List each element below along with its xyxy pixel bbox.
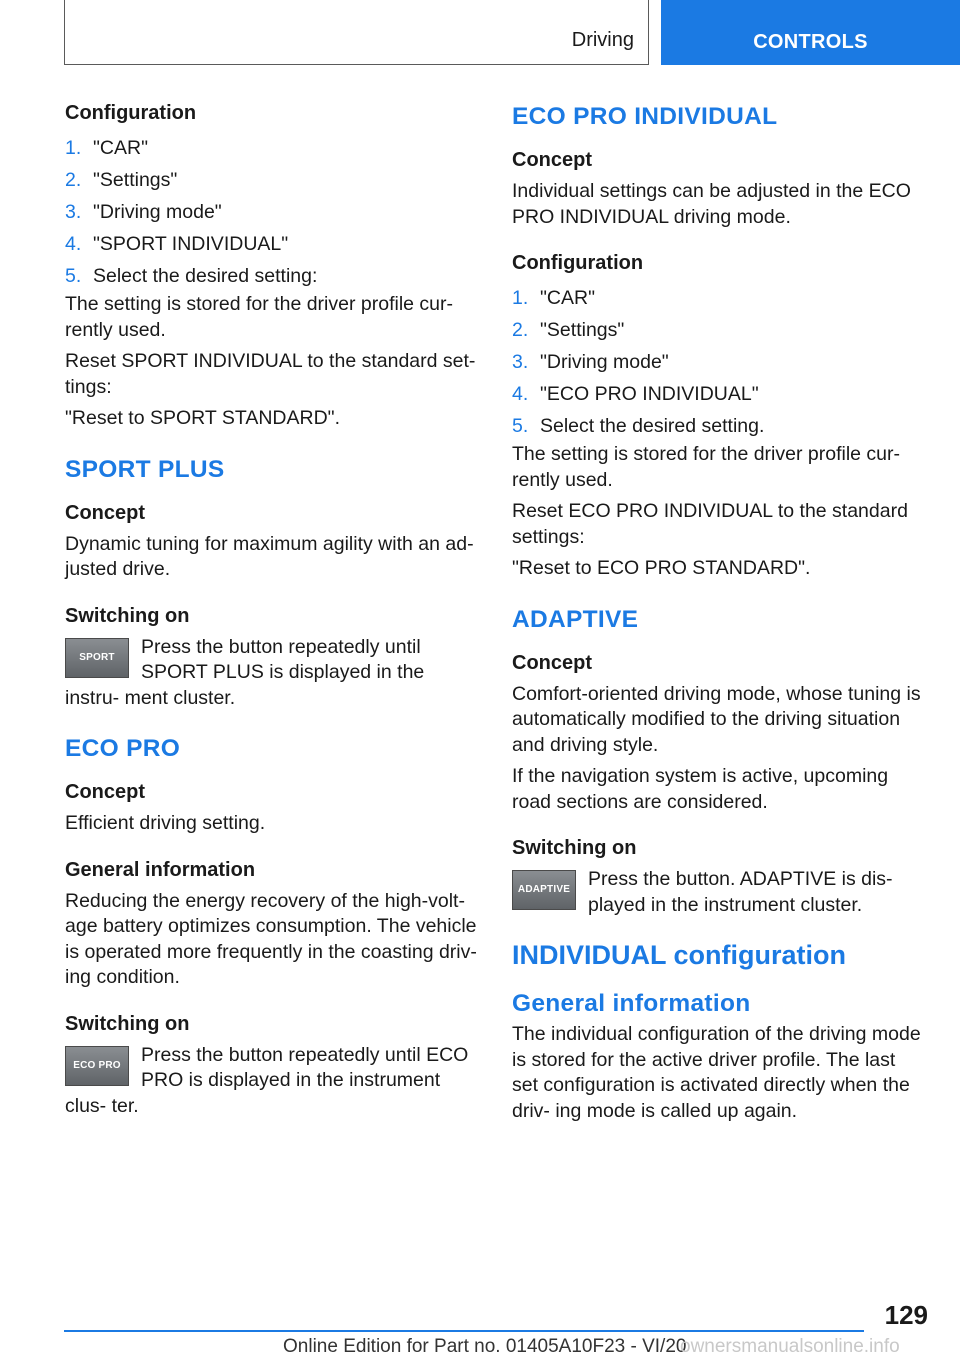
eco-ind-reset-text: Reset ECO PRO INDIVIDUAL to the standard settings:	[512, 500, 908, 548]
adaptive-switch-heading: Switching on	[512, 837, 637, 859]
right-column	[512, 100, 924, 1124]
adaptive-concept-text: Comfort-oriented driving mode, whose tuning is automatically modified to the driving situation and driving style.	[512, 682, 921, 756]
eco-pro-general-heading: General information	[65, 858, 256, 881]
sport-individual-steps	[65, 132, 477, 292]
list-item: 5. Select the desired setting:	[65, 265, 318, 287]
sport-plus-switch-text: Press the button repeatedly until SPORT PLUS is displayed in the instru‐ ment cluster.	[65, 635, 425, 709]
list-item: 5. Select the desired setting.	[512, 415, 765, 437]
list-item: 2. "Settings"	[65, 169, 178, 191]
individual-general-heading: General information	[512, 990, 751, 1017]
sport-plus-heading: SPORT PLUS	[65, 455, 225, 483]
eco-pro-button-icon: ECO PRO	[65, 1046, 129, 1086]
configuration-heading: Configuration	[65, 102, 197, 124]
header-section-box	[64, 0, 649, 65]
left-column	[65, 100, 477, 1119]
adaptive-switch-block	[512, 867, 924, 918]
eco-pro-switch-heading: Switching on	[65, 1012, 190, 1035]
eco-pro-switch-block	[65, 1043, 477, 1120]
adaptive-concept-heading: Concept	[512, 651, 592, 674]
adaptive-switch-text: Press the button. ADAPTIVE is dis‐ played in the instrument cluster.	[588, 868, 893, 916]
adaptive-nav-text: If the navigation system is active, upcoming road sections are considered.	[512, 765, 889, 813]
list-item: 1. "CAR"	[512, 287, 596, 309]
sport-plus-concept-text: Dynamic tuning for maximum agility with an ad‐ justed drive.	[65, 532, 474, 580]
eco-ind-stored-text: The setting is stored for the driver profile cur‐ rently used.	[512, 443, 900, 491]
list-item: 3. "Driving mode"	[512, 351, 669, 373]
eco-pro-heading: ECO PRO	[65, 735, 181, 762]
eco-ind-config-heading: Configuration	[512, 252, 644, 274]
list-item: 3. "Driving mode"	[65, 201, 222, 223]
individual-general-text: The individual configuration of the driving mode is stored for the active driver profile. The last set configuration is activated directly when the driv‐ ing mode is called up again.	[512, 1023, 921, 1122]
eco-pro-switch-text: Press the button repeatedly until ECO PRO is displayed in the instrument clus‐ ter.	[65, 1043, 469, 1117]
eco-individual-steps	[512, 282, 924, 442]
list-item: 1. "CAR"	[65, 137, 149, 159]
footer-divider	[64, 1330, 864, 1332]
eco-ind-concept-heading: Concept	[512, 149, 592, 171]
eco-ind-reset-label: "Reset to ECO PRO STANDARD".	[512, 557, 811, 579]
adaptive-heading: ADAPTIVE	[512, 605, 639, 633]
eco-pro-individual-heading: ECO PRO INDIVIDUAL	[512, 103, 778, 130]
footer-watermark: ownersmanualsonline.info	[680, 1336, 900, 1357]
sport-plus-concept-heading: Concept	[65, 501, 145, 524]
eco-ind-concept-text: Individual settings can be adjusted in the ECO PRO INDIVIDUAL driving mode.	[512, 180, 911, 228]
list-item: 4. "ECO PRO INDIVIDUAL"	[512, 383, 759, 405]
eco-pro-concept-heading: Concept	[65, 781, 145, 803]
eco-pro-general-text: Reducing the energy recovery of the high-volt‐ age battery optimizes consumption. The vehicle is operated more frequently in the coasting driv‐ ing condition.	[65, 889, 477, 988]
sport-plus-switch-heading: Switching on	[65, 604, 190, 627]
page-number: 129	[884, 1300, 928, 1330]
eco-pro-concept-text: Efficient driving setting.	[65, 812, 266, 834]
header-section-title: Driving	[571, 29, 634, 51]
reset-label: "Reset to SPORT STANDARD".	[65, 407, 340, 429]
sport-button-icon: SPORT	[65, 638, 129, 678]
stored-text: The setting is stored for the driver profile cur‐ rently used.	[65, 293, 453, 341]
list-item: 2. "Settings"	[512, 319, 625, 341]
adaptive-button-icon: ADAPTIVE	[512, 870, 576, 910]
reset-text: Reset SPORT INDIVIDUAL to the standard set‐ tings:	[65, 350, 476, 398]
individual-configuration-heading: INDIVIDUAL configuration	[512, 940, 846, 970]
sport-plus-switch-block	[65, 635, 477, 712]
footer-edition: Online Edition for Part no. 01405A10F23 - VI/20	[283, 1336, 687, 1357]
header-chapter-tab: CONTROLS	[661, 0, 960, 65]
list-item: 4. "SPORT INDIVIDUAL"	[65, 233, 289, 255]
